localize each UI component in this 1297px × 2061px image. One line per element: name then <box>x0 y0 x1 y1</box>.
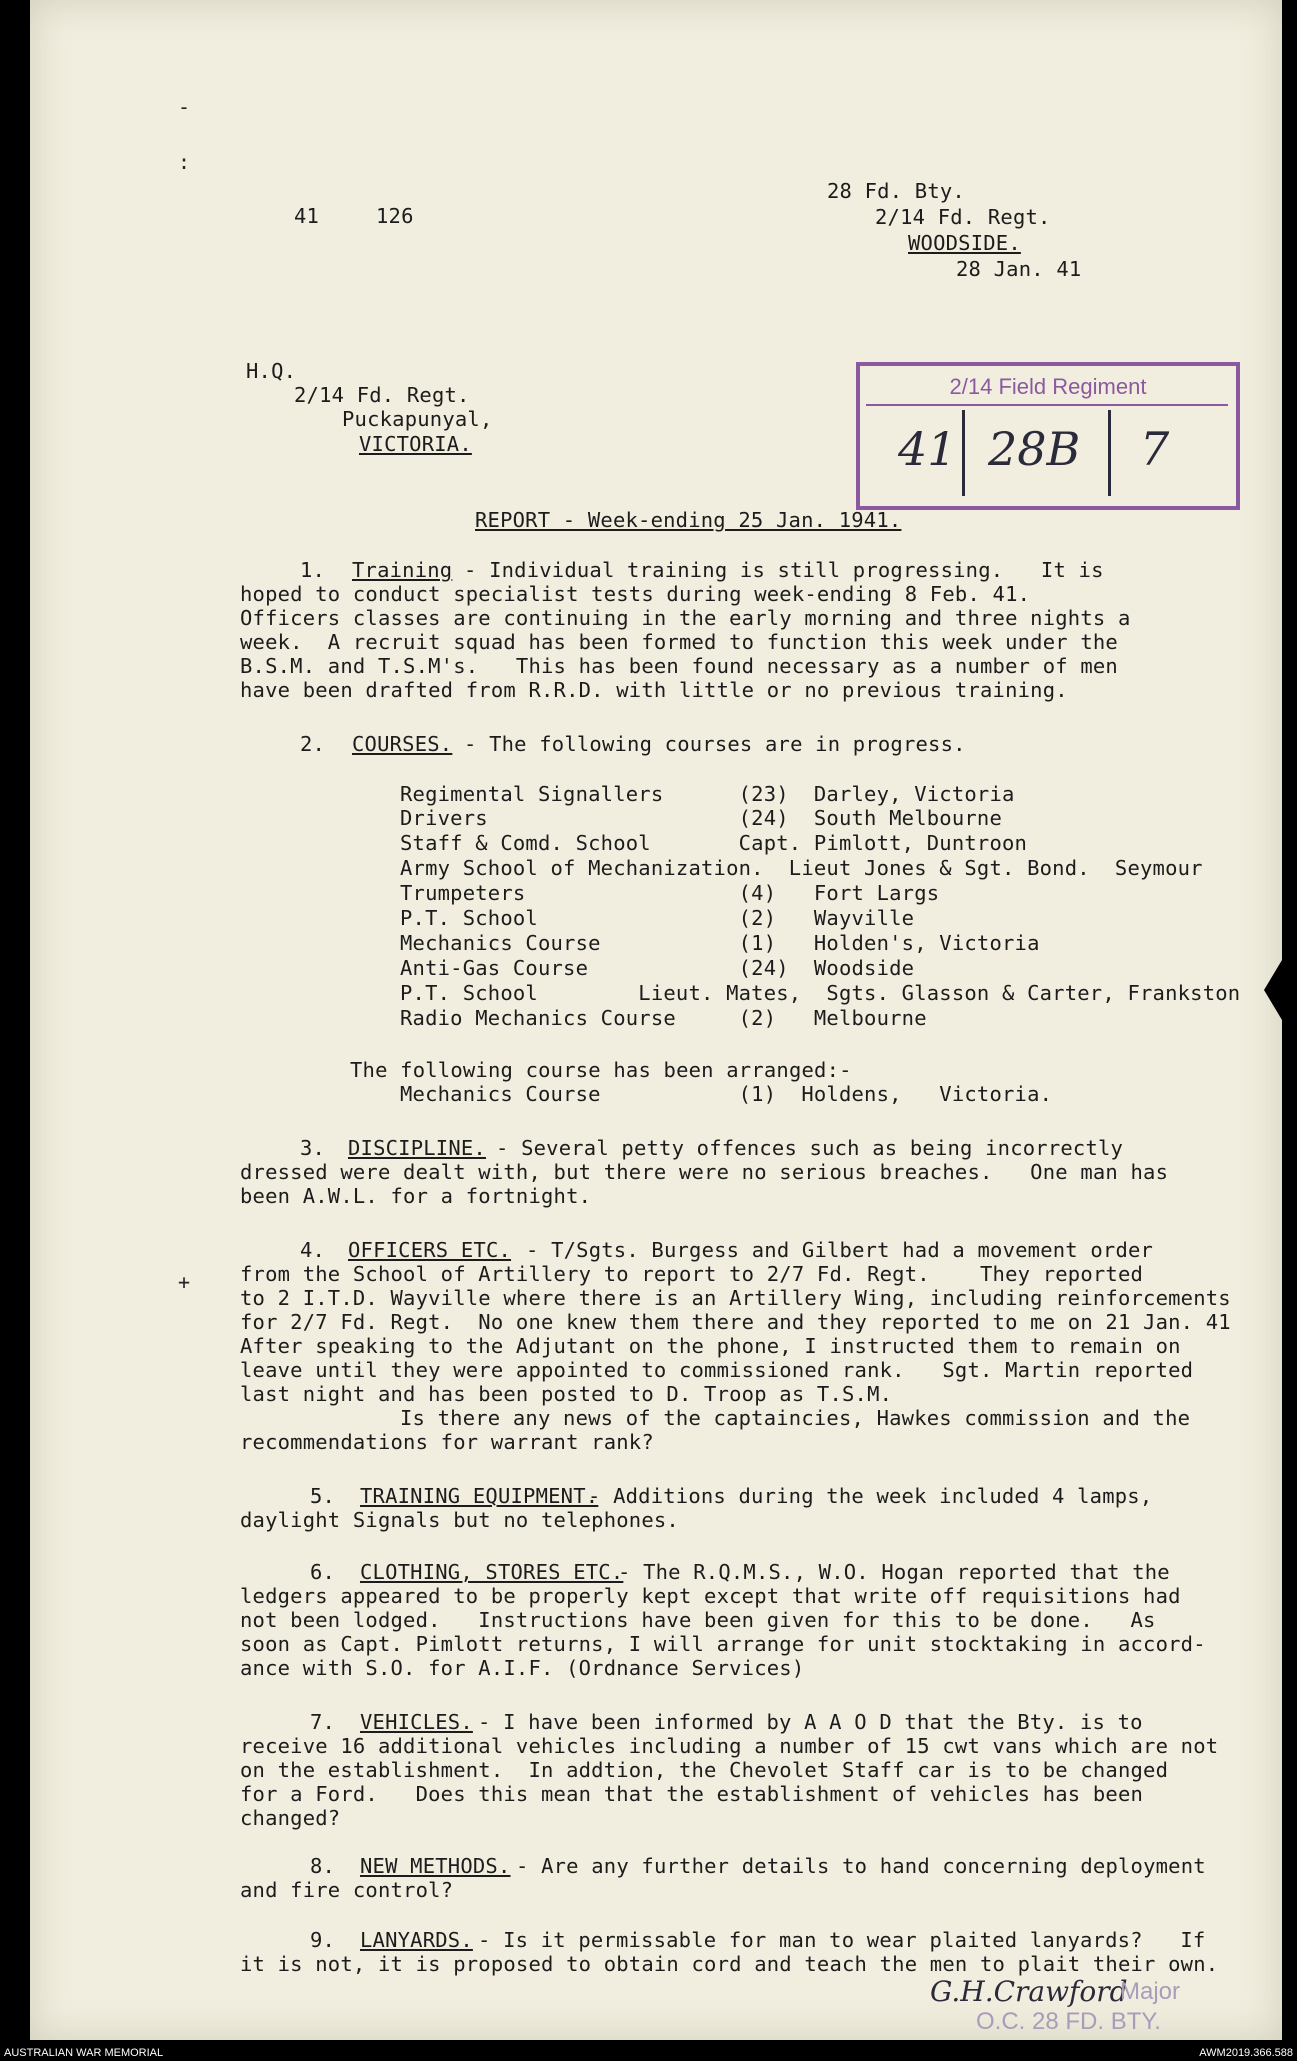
signature-appointment: O.C. 28 FD. BTY. <box>976 2008 1161 2035</box>
section-5-line: - Additions during the week included 4 lamps, <box>588 1484 1153 1508</box>
addressee-line1: H.Q. <box>246 359 297 383</box>
section-4-line: for 2/7 Fd. Regt. No one knew them there and they reported to me on 21 Jan. 41 <box>240 1310 1231 1334</box>
section-4-heading: OFFICERS ETC. <box>348 1238 512 1262</box>
section-1-line: hoped to conduct specialist tests during week-ending 8 Feb. 41. <box>240 582 1031 606</box>
punch-mark: + <box>178 1270 191 1294</box>
section-9-number: 9. <box>310 1928 336 1952</box>
section-1-line: B.S.M. and T.S.M's. This has been found necessary as a number of men <box>240 654 1118 678</box>
arranged-course: Mechanics Course (1) Holdens, Victoria. <box>400 1082 1053 1106</box>
section-1-line: week. A recruit squad has been formed to function this week under the <box>240 630 1118 654</box>
section-4-line: to 2 I.T.D. Wayville where there is an Artillery Wing, including reinforcements <box>240 1286 1231 1310</box>
section-4-line: from the School of Artillery to report to 2/7 Fd. Regt. They reported <box>240 1262 1144 1286</box>
stamp-entry-2: 28B <box>988 422 1081 476</box>
file-ref-b: 126 <box>376 204 414 228</box>
section-6-line: ance with S.O. for A.I.F. (Ordnance Services) <box>240 1656 805 1680</box>
course-item: Drivers (24) South Melbourne <box>400 806 1003 830</box>
section-7-line: - I have been informed by A A O D that the Bty. is to <box>478 1710 1143 1734</box>
section-6-line: soon as Capt. Pimlott returns, I will arrange for unit stocktaking in accord- <box>240 1632 1206 1656</box>
section-6-heading: CLOTHING, STORES ETC. <box>360 1560 624 1584</box>
stamp-entry-3: 7 <box>1140 422 1170 476</box>
footer-right: AWM2019.366.588 <box>1199 2047 1293 2059</box>
section-2-number: 2. <box>300 732 326 756</box>
section-1-line: have been drafted from R.R.D. with little or no previous training. <box>240 678 1068 702</box>
section-8-heading: NEW METHODS. <box>360 1854 511 1878</box>
section-3-line: been A.W.L. for a fortnight. <box>240 1184 592 1208</box>
addressee-line4: VICTORIA. <box>359 432 472 456</box>
section-1-number: 1. <box>300 558 326 582</box>
section-3-number: 3. <box>300 1136 326 1160</box>
arranged-intro: The following course has been arranged:- <box>350 1058 852 1082</box>
course-item: Radio Mechanics Course (2) Melbourne <box>400 1006 927 1030</box>
signature: G.H.Crawford <box>930 1975 1128 2008</box>
stamp-divider <box>1108 410 1111 496</box>
section-9-line: it is not, it is proposed to obtain cord and teach the men to plait their own. <box>240 1952 1219 1976</box>
course-item: Anti-Gas Course (24) Woodside <box>400 956 915 980</box>
course-item: Mechanics Course (1) Holden's, Victoria <box>400 931 1040 955</box>
section-7-line: receive 16 additional vehicles including a number of 15 cwt vans which are not <box>240 1734 1219 1758</box>
section-7-heading: VEHICLES. <box>360 1710 473 1734</box>
section-4-line: last night and has been posted to D. Troop as T.S.M. <box>240 1382 893 1406</box>
addressee-line3: Puckapunyal, <box>342 407 493 431</box>
unit-line2: 2/14 Fd. Regt. <box>875 205 1051 229</box>
report-title: REPORT - Week-ending 25 Jan. 1941. <box>475 508 902 532</box>
section-7-line: changed? <box>240 1806 341 1830</box>
punch-mark: : <box>178 150 191 174</box>
section-2-heading: COURSES. <box>352 732 453 756</box>
course-item: Regimental Signallers (23) Darley, Victoria <box>400 782 1015 806</box>
section-1-heading: Training <box>352 558 453 582</box>
section-6-line: - The R.Q.M.S., W.O. Hogan reported that the <box>618 1560 1170 1584</box>
location: WOODSIDE. <box>908 231 1021 255</box>
section-8-line: - Are any further details to hand concerning deployment <box>516 1854 1206 1878</box>
section-6-line: ledgers appeared to be properly kept except that write off requisitions had <box>240 1584 1181 1608</box>
section-8-line: and fire control? <box>240 1878 454 1902</box>
addressee-line2: 2/14 Fd. Regt. <box>294 383 470 407</box>
section-9-heading: LANYARDS. <box>360 1928 473 1952</box>
signature-rank: Major <box>1120 1978 1181 2005</box>
section-5-number: 5. <box>310 1484 336 1508</box>
section-3-heading: DISCIPLINE. <box>348 1136 486 1160</box>
received-stamp <box>856 362 1240 510</box>
stamp-divider <box>962 410 965 496</box>
section-4-line: leave until they were appointed to commissioned rank. Sgt. Martin reported <box>240 1358 1194 1382</box>
section-5-line: daylight Signals but no telephones. <box>240 1508 679 1532</box>
course-item: Army School of Mechanization. Lieut Jones & Sgt. Bond. Seymour <box>400 856 1203 880</box>
stamp-rule <box>866 404 1228 406</box>
punch-mark: - <box>178 95 191 119</box>
footer-left: AUSTRALIAN WAR MEMORIAL <box>4 2047 164 2059</box>
stamp-entry-1: 41 <box>898 422 957 476</box>
section-6-number: 6. <box>310 1560 336 1584</box>
stamp-title: 2/14 Field Regiment <box>949 374 1147 399</box>
section-4-line: - T/Sgts. Burgess and Gilbert had a movement order <box>526 1238 1154 1262</box>
section-7-number: 7. <box>310 1710 336 1734</box>
file-ref-a: 41 <box>294 204 320 228</box>
section-8-number: 8. <box>310 1854 336 1878</box>
section-4-line: recommendations for warrant rank? <box>240 1430 654 1454</box>
section-3-line: dressed were dealt with, but there were no serious breaches. One man has <box>240 1160 1169 1184</box>
course-item: Staff & Comd. School Capt. Pimlott, Duntroon <box>400 831 1028 855</box>
section-1-line: - Individual training is still progressing. It is <box>464 558 1104 582</box>
course-item: P.T. School (2) Wayville <box>400 906 915 930</box>
section-5-heading: TRAINING EQUIPMENT. <box>360 1484 599 1508</box>
section-9-line: - Is it permissable for man to wear plaited lanyards? If <box>478 1928 1206 1952</box>
date: 28 Jan. 41 <box>956 257 1082 281</box>
unit-line1: 28 Fd. Bty. <box>827 179 965 203</box>
section-6-line: not been lodged. Instructions have been given for this to be done. As <box>240 1608 1156 1632</box>
section-4-line: Is there any news of the captaincies, Hawkes commission and the <box>400 1406 1191 1430</box>
section-2-intro: - The following courses are in progress. <box>464 732 966 756</box>
document-page <box>30 0 1282 2040</box>
section-3-line: - Several petty offences such as being incorrectly <box>496 1136 1124 1160</box>
course-item: Trumpeters (4) Fort Largs <box>400 881 940 905</box>
section-7-line: on the establishment. In addtion, the Chevolet Staff car is to be changed <box>240 1758 1169 1782</box>
section-4-number: 4. <box>300 1238 326 1262</box>
course-item: P.T. School Lieut. Mates, Sgts. Glasson & Carter, Frankston <box>400 981 1241 1005</box>
section-7-line: for a Ford. Does this mean that the establishment of vehicles has been <box>240 1782 1144 1806</box>
section-1-line: Officers classes are continuing in the early morning and three nights a <box>240 606 1131 630</box>
page-edge-tab <box>1264 960 1282 1020</box>
section-4-line: After speaking to the Adjutant on the phone, I instructed them to remain on <box>240 1334 1181 1358</box>
